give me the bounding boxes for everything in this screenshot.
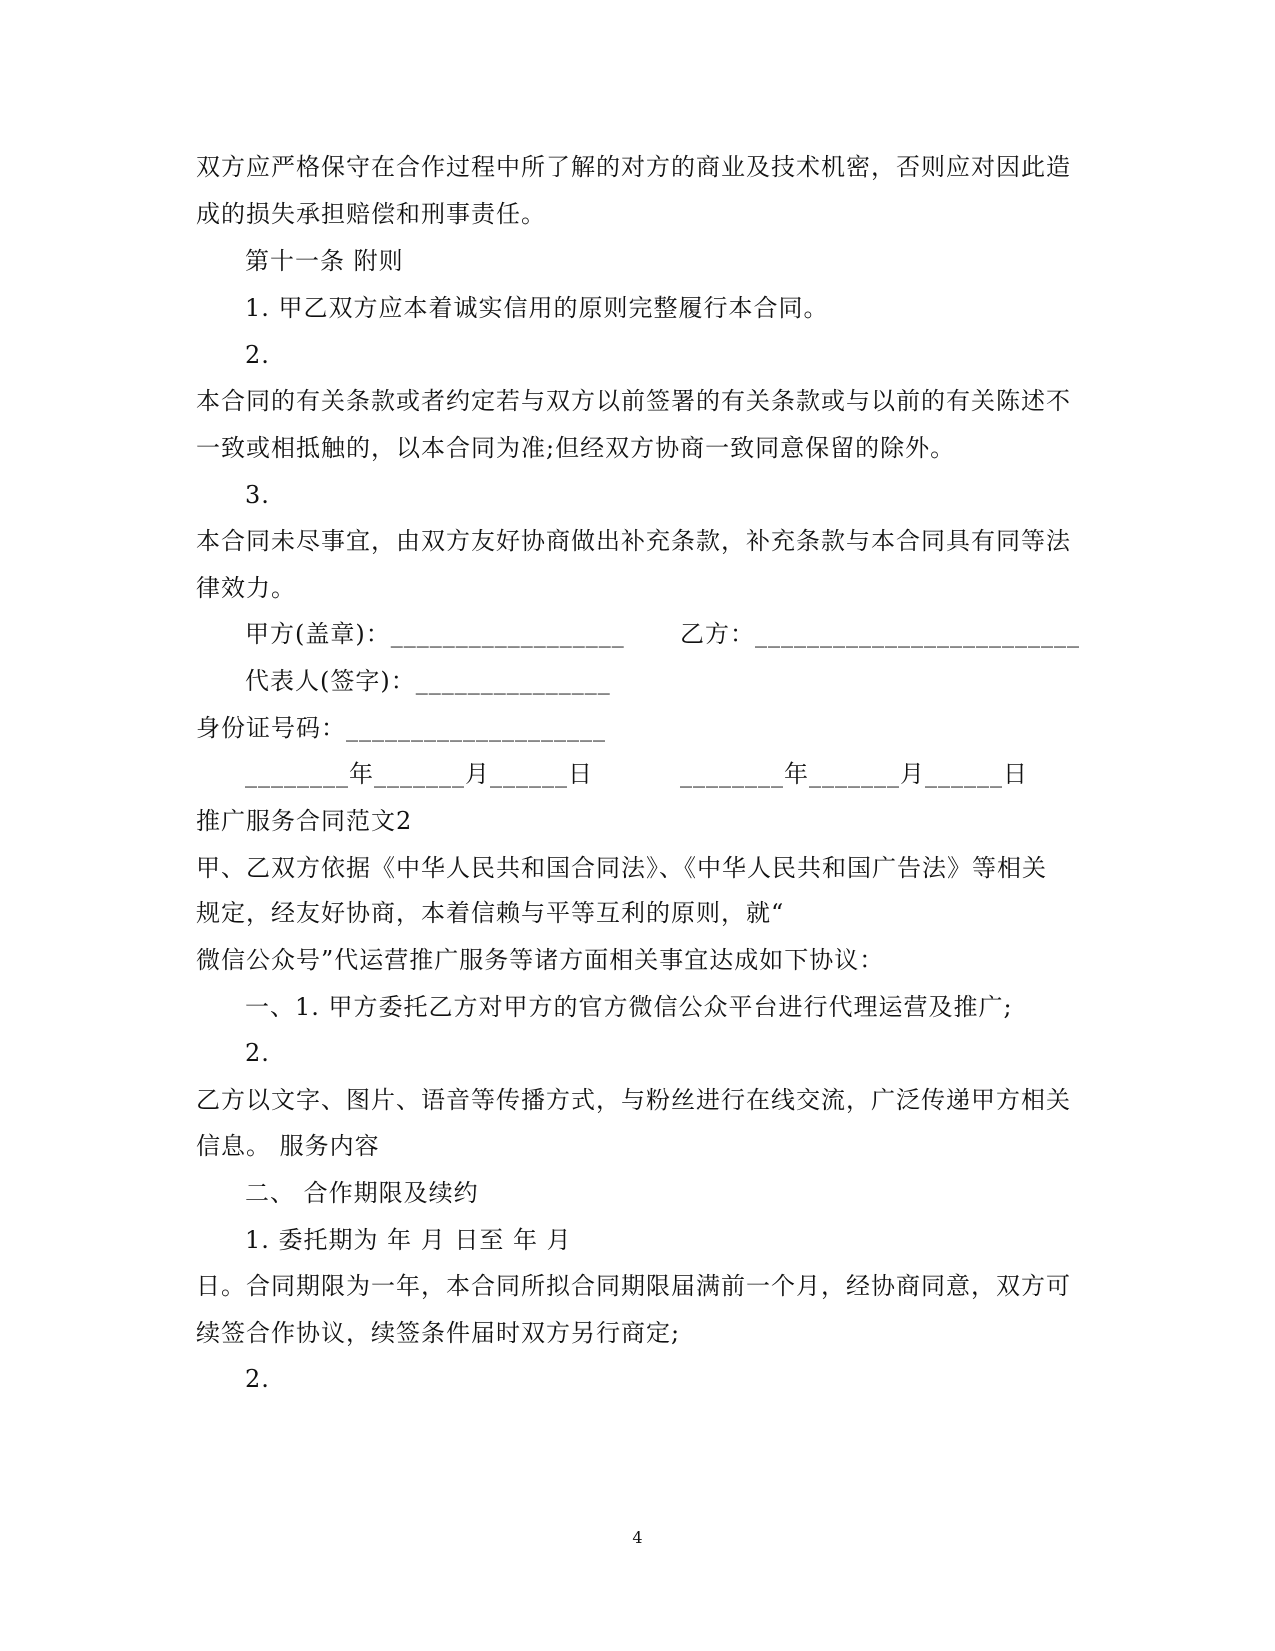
- section-heading: 二、 合作期限及续约: [245, 1179, 479, 1207]
- contract-title: 推广服务合同范文2: [196, 807, 413, 835]
- paragraph-line: 一致或相抵触的，以本合同为准;但经双方协商一致同意保留的除外。: [196, 434, 956, 462]
- clause-number: 2.: [245, 1365, 270, 1393]
- signature-date-right: ________年_______月______日: [680, 760, 1028, 788]
- clause-item: 1. 委托期为 年 月 日至 年 月: [245, 1226, 572, 1254]
- paragraph-line: 信息。 服务内容: [196, 1132, 380, 1160]
- section-heading: 第十一条 附则: [245, 247, 404, 275]
- signature-representative: 代表人(签字)：_______________: [245, 667, 611, 695]
- paragraph-line: 本合同的有关条款或者约定若与双方以前签署的有关条款或与以前的有关陈述不: [196, 387, 1071, 415]
- clause-item: 1. 甲乙双方应本着诚实信用的原则完整履行本合同。: [245, 294, 829, 322]
- paragraph-line: 成的损失承担赔偿和刑事责任。: [196, 200, 546, 228]
- paragraph-line: 日。合同期限为一年，本合同所拟合同期限届满前一个月，经协商同意，双方可: [196, 1272, 1071, 1300]
- page-number: 4: [632, 1528, 643, 1547]
- paragraph-line: 甲、乙双方依据《中华人民共和国合同法》、《中华人民共和国广告法》等相关: [196, 854, 1047, 882]
- signature-party-a: 甲方(盖章)：__________________: [245, 620, 625, 648]
- clause-number: 2.: [245, 341, 270, 369]
- signature-date-left: ________年_______月______日: [245, 760, 593, 788]
- clause-number: 3.: [245, 481, 270, 509]
- paragraph-line: 双方应严格保守在合作过程中所了解的对方的商业及技术机密，否则应对因此造: [196, 153, 1071, 181]
- paragraph-line: 续签合作协议，续签条件届时双方另行商定;: [196, 1319, 681, 1347]
- paragraph-line: 律效力。: [196, 574, 296, 602]
- paragraph-line: 本合同未尽事宜，由双方友好协商做出补充条款，补充条款与本合同具有同等法: [196, 527, 1071, 555]
- signature-party-b: 乙方：_________________________: [680, 620, 1080, 648]
- signature-id-number: 身份证号码：____________________: [196, 714, 606, 742]
- clause-number: 2.: [245, 1039, 270, 1067]
- paragraph-line: 规定，经友好协商，本着信赖与平等互利的原则，就“: [196, 899, 785, 927]
- clause-item: 一、1. 甲方委托乙方对甲方的官方微信公众平台进行代理运营及推广;: [245, 993, 1013, 1021]
- paragraph-line: 微信公众号”代运营推广服务等诸方面相关事宜达成如下协议：: [196, 946, 885, 974]
- paragraph-line: 乙方以文字、图片、语音等传播方式，与粉丝进行在线交流，广泛传递甲方相关: [196, 1086, 1071, 1114]
